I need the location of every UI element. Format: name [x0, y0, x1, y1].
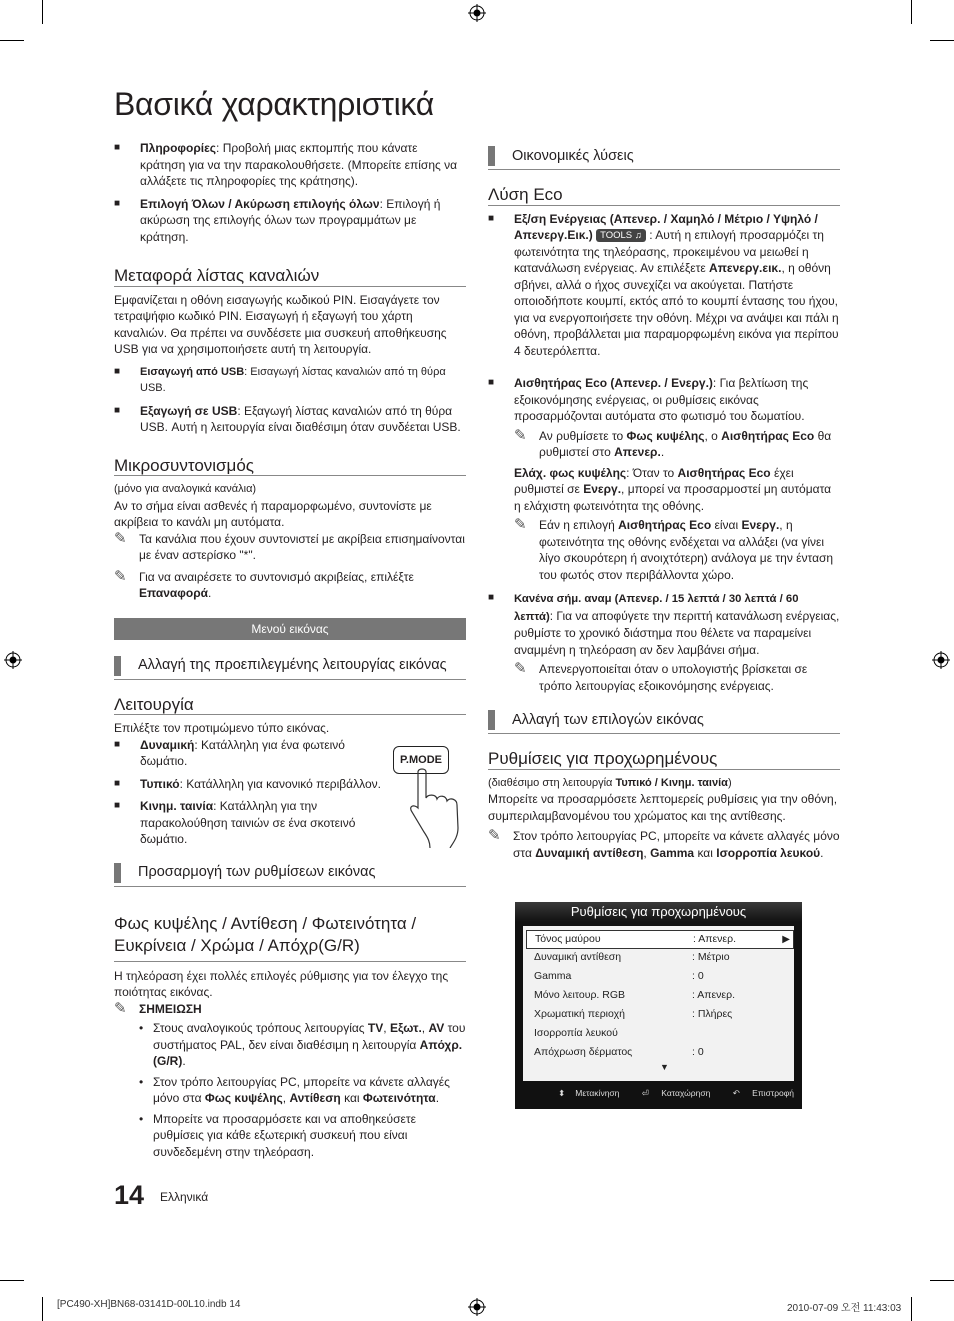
- dot-bold: Φωτεινότητα: [362, 1091, 436, 1105]
- dot-bold: Φως κυψέλης: [204, 1091, 283, 1105]
- osd-row-dynamic-contrast[interactable]: [526, 949, 792, 966]
- min-text: έχει ρυθμιστεί σε: [514, 465, 794, 496]
- osd-row-color-space[interactable]: [526, 1006, 792, 1023]
- section-bar: [488, 710, 495, 730]
- section-heading: [488, 146, 840, 170]
- right-column: [488, 140, 840, 861]
- osd-row-value: : Απενερ.: [692, 989, 736, 1001]
- pencil-note-icon: ✎: [114, 529, 127, 547]
- min-bold: Αισθητήρας Eco: [677, 465, 771, 480]
- note-text: Αν ρυθμίσετε το: [539, 428, 627, 443]
- dot-text: του συστήματος PAL, δεν είναι διαθέσιμη η λειτουργία: [153, 1021, 466, 1052]
- bullet-text: : Κατάλληλη για κανονικό περιβάλλον.: [179, 776, 381, 791]
- dot-text: και: [340, 1091, 363, 1105]
- dot-bold: Απόχρ.(G/R): [153, 1037, 463, 1068]
- crop-mark: [42, 0, 43, 24]
- bullet-text: : Κατάλληλη για ένα φωτεινό δωμάτιο.: [140, 737, 345, 768]
- osd-move-hint: [548, 1088, 619, 1098]
- note-text: .: [820, 845, 824, 860]
- square-bullet-icon: ■: [114, 800, 121, 811]
- osd-row-white-balance[interactable]: [526, 1025, 792, 1042]
- dot-text: .: [435, 1091, 440, 1105]
- dot-text: ,: [383, 1021, 390, 1035]
- advanced-subtitle: ): [727, 776, 732, 789]
- note-item: [514, 517, 840, 583]
- square-bullet-icon: ■: [488, 377, 495, 388]
- bullet-bold: Απενεργ.εικ.: [709, 261, 782, 275]
- page-title: Βασικά χαρακτηριστικά: [114, 86, 434, 122]
- osd-move-label: Μετακίνηση: [575, 1088, 620, 1098]
- crop-mark: [42, 1297, 43, 1321]
- osd-title: Ρυθμίσεις για προχωρημένους: [515, 902, 802, 922]
- enter-icon: ⏎: [641, 1088, 652, 1098]
- section-title: Αλλαγή των επιλογών εικόνας: [512, 711, 704, 728]
- square-bullet-icon: ■: [114, 197, 121, 209]
- osd-row-value: : Πλήρες: [692, 1008, 733, 1020]
- bullet-text: : Προβολή μιας εκπομπής που κάνατε κράτηση για να την παρακολουθήσετε. (Μπορείτε επίσης να αλλάξετε τις πληροφορίες της κράτησης).: [140, 141, 458, 188]
- dot-bold: AV: [428, 1021, 445, 1035]
- section-bar: [114, 656, 121, 676]
- pencil-note-icon: ✎: [114, 567, 127, 585]
- bullet-item: [114, 798, 359, 848]
- note-text: Τα κανάλια που έχουν συντονιστεί με ακρίβεια επισημαίνονται με έναν αστερίσκο "*".: [139, 531, 465, 562]
- osd-row-value: : Μέτριο: [692, 951, 730, 963]
- square-bullet-icon: ■: [114, 738, 121, 750]
- note-bold: Φως κυψέλης: [626, 428, 705, 443]
- note-bold: Αισθητήρας Eco: [618, 518, 712, 532]
- note-item: [514, 428, 840, 461]
- tools-badge: [596, 229, 646, 242]
- transfer-heading: Μεταφορά λίστας καναλιών: [114, 268, 466, 287]
- mode-heading: Λειτουργία: [114, 697, 466, 716]
- osd-row-label: Δυναμική αντίθεση: [534, 951, 622, 963]
- tools-icon: ♫: [634, 230, 642, 241]
- bullet-label: Αισθητήρας Eco (Απενερ. / Ενεργ.): [514, 376, 713, 390]
- section-title: Προσαρμογή των ρυθμίσεων εικόνας: [138, 864, 376, 881]
- pencil-note-icon: ✎: [488, 827, 501, 844]
- arrow-right-icon: ▶: [782, 934, 790, 945]
- section-heading: [488, 710, 840, 734]
- dot-bullet-icon: •: [139, 1111, 144, 1126]
- square-bullet-icon: ■: [114, 404, 121, 416]
- dot-item: [139, 1111, 466, 1161]
- crop-mark: [911, 0, 912, 24]
- note-text: .: [208, 586, 212, 600]
- crop-mark: [930, 1280, 954, 1281]
- pencil-note-icon: ✎: [114, 999, 127, 1017]
- bullet-text: : Επιλογή ή ακύρωση της επιλογής όλων των προγραμμάτων με κράτηση.: [140, 196, 441, 244]
- advanced-subtitle-bold: Τυπικό / Κινημ. ταινία: [615, 776, 728, 789]
- dot-text: Μπορείτε να προσαρμόσετε και να αποθηκεύσετε ρυθμίσεις για κάθε εξωτερική συσκευή που είναι συνδεδεμένη στην τηλεόραση.: [153, 1111, 416, 1159]
- picture-settings-text: Η τηλεόραση έχει πολλές επιλογές ρύθμισης για τον έλεγχο της ποιότητας εικόνας.: [114, 968, 449, 999]
- mode-text: Επιλέξτε τον προτιμώμενο τύπο εικόνας.: [114, 721, 330, 735]
- note-text: Για να αναιρέσετε το συντονισμό ακριβείας, επιλέξτε: [139, 569, 414, 584]
- note-text: Εάν η επιλογή: [539, 518, 619, 532]
- section-bar: [488, 146, 495, 166]
- note-bold: Gamma: [650, 845, 695, 860]
- note-item: [514, 661, 840, 694]
- note-text: Απενεργοποιείται όταν ο υπολογιστής βρίσκεται σε τρόπο λειτουργίας εξοικονόμησης ενέργειας.: [539, 662, 808, 693]
- arrow-down-icon: ▼: [660, 1062, 669, 1072]
- dot-text: ,: [282, 1091, 290, 1105]
- osd-row-label: Χρωματική περιοχή: [534, 1008, 625, 1020]
- crop-mark: [0, 40, 24, 41]
- left-column: [114, 140, 466, 1160]
- note-bold: Απενερ.: [614, 445, 661, 459]
- square-bullet-icon: ■: [488, 212, 495, 224]
- dot-item: [139, 1074, 466, 1107]
- osd-row-label: Ισορροπία λευκού: [534, 1027, 618, 1039]
- bullet-label: Εξαγωγή σε USB: [140, 403, 238, 418]
- picture-menu-bar: Μενού εικόνας: [114, 618, 466, 640]
- bullet-label: Τυπικό: [140, 776, 180, 791]
- osd-row-flesh-tone[interactable]: [526, 1044, 792, 1061]
- note-text: , η φωτεινότητα της οθόνης ενδέχεται να αλλάξει (να γίνει λίγο σκουρότερη ή ανοιχτότερη) ανάλογα με την ένταση του φωτός στον περιβάλλοντα χώρο.: [539, 518, 834, 582]
- bullet-label: Επιλογή Όλων / Ακύρωση επιλογής όλων: [140, 196, 380, 211]
- dot-text: ,: [421, 1021, 429, 1035]
- footer-date: 2010-07-09 오전 11:43:03: [787, 1303, 902, 1314]
- bullet-text: , η οθόνη σβήνει, αλλά ο ήχος συνεχίζει να ακούγεται. Πατήστε οποιοδήποτε κουμπί, εκτός από το κουμπί έντασης του ήχου, για να ενεργοποιήσετε την οθόνη. Μέχρι να ανάψει και πάλι η οθόνη, προβάλλεται μια παραμορφωμένη εικόνα για περίπου 4 δευτερόλεπτα.: [514, 261, 839, 358]
- osd-enter-hint: [632, 1088, 711, 1098]
- note-bold: Ενεργ.: [741, 518, 780, 532]
- osd-panel: [523, 926, 794, 1081]
- osd-menu: [515, 902, 802, 1109]
- pencil-note-icon: ✎: [514, 660, 527, 677]
- bullet-text: : Κατάλληλη για την παρακολούθηση ταινιών σε ένα σκοτεινό δωμάτιο.: [140, 799, 356, 846]
- dot-text: Στον τρόπο λειτουργίας PC, μπορείτε να κάνετε αλλαγές μόνο στα: [153, 1074, 450, 1105]
- registration-mark-icon: [4, 651, 22, 669]
- osd-row-label: Μόνο λειτουρ. RGB: [534, 989, 625, 1001]
- section-title: Οικονομικές λύσεις: [512, 147, 634, 164]
- osd-row-gamma[interactable]: [526, 968, 792, 985]
- tools-label: TOOLS: [600, 230, 633, 241]
- dot-bold: TV: [367, 1021, 384, 1035]
- bullet-item: [488, 375, 840, 583]
- osd-row-black-tone[interactable]: [526, 930, 794, 949]
- registration-mark-icon: [468, 4, 486, 22]
- note-text: .: [660, 445, 665, 459]
- osd-row-label: Gamma: [534, 970, 572, 982]
- note-item: [488, 828, 840, 861]
- dot-text: .: [182, 1054, 186, 1068]
- osd-row-value: : Απενερ.: [693, 933, 737, 945]
- registration-mark-icon: [468, 1298, 486, 1316]
- advanced-subtitle: (διαθέσιμο στη λειτουργία: [488, 776, 616, 789]
- page-language: Ελληνικά: [160, 1190, 209, 1204]
- osd-enter-label: Καταχώρηση: [661, 1088, 711, 1098]
- square-bullet-icon: ■: [114, 777, 121, 789]
- crop-mark: [911, 1297, 912, 1321]
- note-text: και: [694, 845, 717, 860]
- note-text: είναι: [711, 518, 742, 532]
- note-label: ΣΗΜΕΙΩΣΗ: [139, 1001, 202, 1016]
- bullet-item: [114, 403, 466, 436]
- bullet-item: [488, 590, 840, 694]
- bullet-text: : Εξαγωγή λίστας καναλιών από τη θύρα USB. Αυτή η λειτουργία είναι διαθέσιμη όταν συνδέεται USB.: [140, 403, 461, 434]
- note-item: [114, 531, 466, 564]
- page-number: 14: [114, 1180, 145, 1210]
- bullet-item: [114, 776, 384, 793]
- bullet-text: : Εισαγωγή λίστας καναλιών από τη θύρα USB.: [140, 365, 446, 394]
- bullet-text: : Για βελτίωση της εξοικονόμησης ενέργειας, οι ρυθμίσεις εικόνας προσαρμόζονται αυτόματα στο φωτισμό του δωματίου.: [514, 376, 809, 423]
- fine-tune-subtitle: (μόνο για αναλογικά κανάλια): [114, 483, 257, 495]
- fine-tune-text: Αν το σήμα είναι ασθενές ή παραμορφωμένο, συντονίστε με ακρίβεια το κανάλι μη αυτόματα.: [114, 498, 432, 529]
- osd-footer: [538, 1088, 794, 1099]
- note-text: θα ρυθμιστεί στο: [539, 428, 832, 459]
- bullet-text: : Για να αποφύγετε την περιττή κατανάλωση ενέργειας, ρυθμίστε το χρονικό διάστημα που θέλετε να παραμείνει αναμμένη η τηλεόραση αν δεν λαμβάνει σήμα.: [514, 608, 840, 657]
- return-icon: ↶: [732, 1088, 743, 1098]
- bullet-item: [114, 364, 466, 397]
- bullet-item: [488, 211, 840, 360]
- note-text: , ο: [704, 428, 722, 443]
- bullet-item: [114, 196, 466, 246]
- note-bold: Επαναφορά: [139, 586, 208, 600]
- osd-row-value: : 0: [692, 1046, 704, 1058]
- crop-mark: [930, 40, 954, 41]
- osd-row-rgb-only[interactable]: [526, 987, 792, 1004]
- hand-pressing-icon: [410, 768, 468, 848]
- note-bold: Ισορροπία λευκού: [716, 845, 821, 860]
- bullet-label: Κανένα σήμ. αναμ (Απενερ. / 15 λεπτά / 30 λεπτά / 60 λεπτά): [514, 593, 799, 623]
- note-bold: Αισθητήρας Eco: [721, 428, 815, 443]
- footer-file-info: [PC490-XH]BN68-03141D-00L10.indb 14: [57, 1299, 241, 1310]
- pmode-remote-button: P.MODE: [393, 746, 449, 774]
- dot-bold: Αντίθεση: [289, 1091, 341, 1105]
- dot-bold: Εξωτ.: [389, 1021, 422, 1035]
- registration-mark-icon: [932, 651, 950, 669]
- transfer-text: Εμφανίζεται η οθόνη εισαγωγής κωδικού PIN. Εισαγάγετε τον τετραψήφιο κωδικό PIN. Εισαγωγή ή εξαγωγή του χάρτη καναλιών. Θα πρέπει να συνδέσετε μια συσκευή αποθήκευσης USB για να χρησιμοποιήσετε αυτή τη λειτουργία.: [114, 292, 447, 356]
- advanced-text: Μπορείτε να προσαρμόσετε λεπτομερείς ρυθμίσεις για την οθόνη, συμπεριλαμβανομένου του χρώματος και της αντίθεσης.: [488, 792, 838, 823]
- bullet-item: [114, 737, 349, 770]
- min-text: , μπορεί να προσαρμοστεί μη αυτόματα η ελάχιστη φωτεινότητα της οθόνης.: [514, 482, 832, 513]
- min-text: : Όταν το: [626, 465, 678, 480]
- osd-return-hint: [723, 1088, 794, 1098]
- square-bullet-icon: ■: [488, 592, 495, 603]
- osd-row-label: Τόνος μαύρου: [535, 933, 601, 945]
- fine-tune-heading: Μικροσυντονισμός: [114, 458, 466, 477]
- bullet-label: Πληροφορίες: [140, 141, 217, 155]
- crop-mark: [0, 1280, 24, 1281]
- note-item: [114, 1001, 466, 1018]
- dot-bullet-icon: •: [139, 1074, 144, 1089]
- osd-row-label: Απόχρωση δέρματος: [534, 1046, 633, 1058]
- eco-heading: Λύση Eco: [488, 187, 840, 206]
- note-text: Στον τρόπο λειτουργίας PC, μπορείτε να κάνετε αλλαγές μόνο στα: [513, 829, 840, 860]
- dot-bullet-icon: •: [139, 1021, 144, 1035]
- pencil-note-icon: ✎: [514, 516, 527, 533]
- picture-settings-heading: Φως κυψέλης / Αντίθεση / Φωτεινότητα / Ευκρίνεια / Χρώμα / Απόχρ(G/R): [114, 913, 466, 962]
- bullet-text: : Αυτή η επιλογή προσαρμόζει τη φωτεινότητα της τηλεόρασης, προκειμένου να μειωθεί η κατανάλωση ενέργειας. Αν επιλέξετε: [514, 228, 824, 275]
- section-title: Αλλαγή της προεπιλεγμένης λειτουργίας εικόνας: [138, 657, 447, 674]
- osd-row-value: : 0: [692, 970, 704, 982]
- note-text: ,: [643, 845, 651, 860]
- note-bold: Δυναμική αντίθεση: [535, 845, 644, 860]
- square-bullet-icon: ■: [114, 142, 121, 153]
- dot-text: Στους αναλογικούς τρόπους λειτουργίας: [153, 1021, 368, 1035]
- osd-return-label: Επιστροφή: [752, 1088, 794, 1098]
- section-bar: [114, 863, 121, 883]
- note-item: [114, 569, 466, 602]
- bullet-label: Εισαγωγή από USB: [140, 365, 245, 378]
- bullet-label: Εξ/ση Ενέργειας (Απενερ. / Χαμηλό / Μέτριο / Υψηλό / Απενεργ.Εικ.): [514, 211, 818, 242]
- bullet-label: Κινημ. ταινία: [140, 799, 214, 813]
- min-bold: Ενεργ.: [583, 482, 622, 496]
- section-heading: [114, 863, 466, 887]
- dot-item: [139, 1020, 466, 1070]
- square-bullet-icon: ■: [114, 365, 121, 377]
- bullet-item: [114, 140, 466, 190]
- min-label: Ελάχ. φως κυψέλης: [514, 465, 627, 480]
- updown-arrow-icon: ⬍: [558, 1088, 566, 1098]
- section-heading: [114, 656, 466, 680]
- advanced-heading: Ρυθμίσεις για προχωρημένους: [488, 751, 840, 770]
- pencil-note-icon: ✎: [514, 426, 527, 444]
- bullet-label: Δυναμική: [140, 737, 195, 752]
